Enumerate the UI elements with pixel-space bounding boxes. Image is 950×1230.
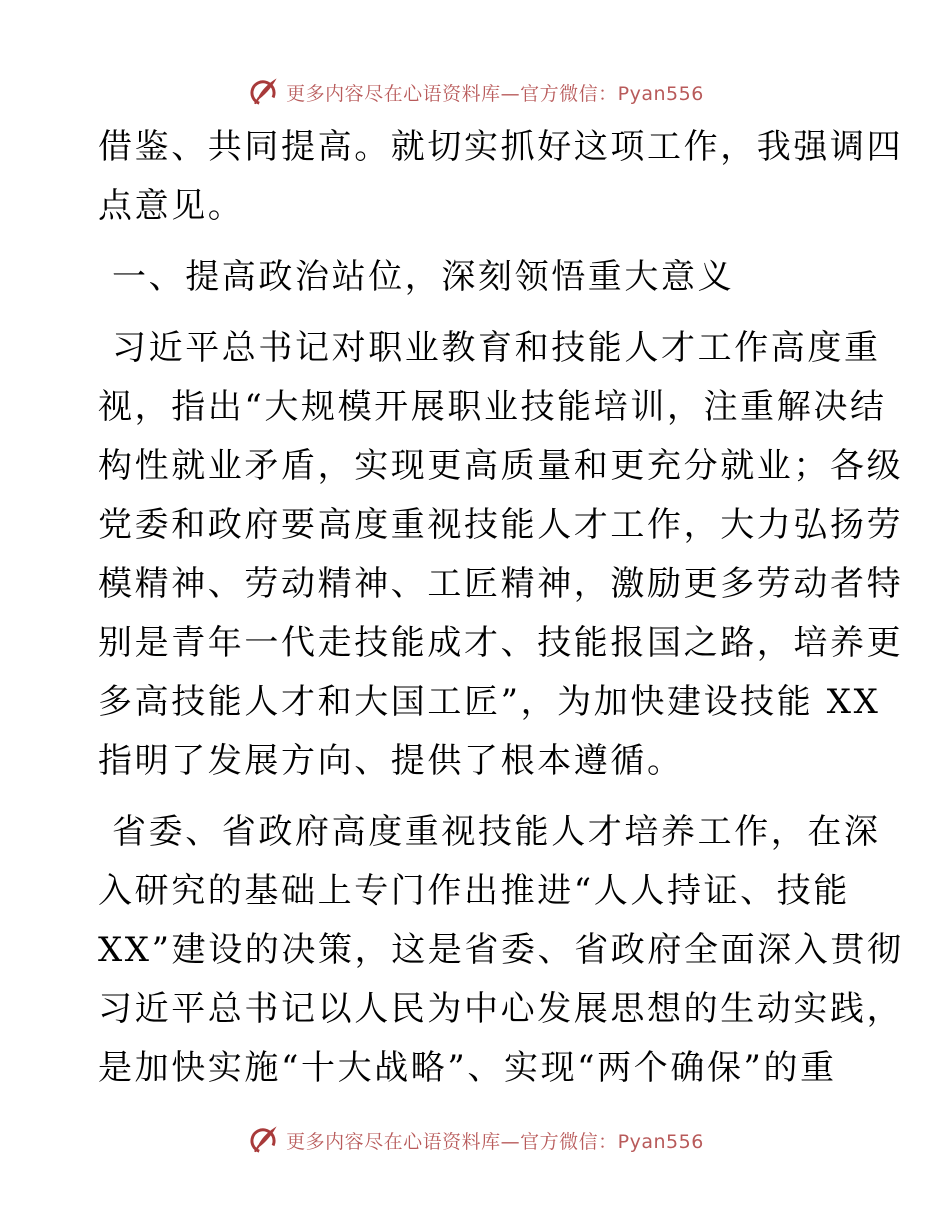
text-line: 习近平总书记对职业教育和技能人才工作高度重 (112, 328, 881, 368)
text-line: 构性就业矛盾，实现更高质量和更充分就业；各级 (98, 446, 904, 486)
paragraph-xi-quote (98, 319, 904, 791)
watermark-text: 更多内容尽在心语资料库—官方微信：Pyan556 (286, 1130, 704, 1153)
text-line: 视，指出“大规模开展职业技能培训，注重解决结 (98, 387, 887, 427)
header-watermark (0, 72, 950, 112)
watermark-text: 更多内容尽在心语资料库—官方微信：Pyan556 (286, 82, 704, 105)
text-line: XX”建设的决策，这是省委、省政府全面深入贯彻 (98, 930, 904, 970)
text-line: 点意见。 (98, 186, 245, 226)
text-line: 多高技能人才和大国工匠”，为加快建设技能 XX (98, 682, 881, 722)
text-line: 省委、省政府高度重视技能人才培养工作，在深 (112, 812, 881, 852)
text-line: 别是青年一代走技能成才、技能报国之路，培养更 (98, 623, 904, 663)
feather-pen-logo-icon (246, 75, 280, 109)
heading-text: 一、提高政治站位，深刻领悟重大意义 (112, 257, 735, 297)
text-line: 习近平总书记以人民为中心发展思想的生动实践， (98, 989, 904, 1029)
text-line: 是加快实施“十大战略”、实现“两个确保”的重 (98, 1048, 837, 1088)
text-line: 借鉴、共同提高。就切实抓好这项工作，我强调四 (98, 127, 904, 167)
feather-pen-logo-icon (246, 1123, 280, 1157)
footer-watermark (0, 1120, 950, 1160)
document-body (98, 118, 904, 1098)
text-line: 党委和政府要高度重视技能人才工作，大力弘扬劳 (98, 505, 904, 545)
text-line: 模精神、劳动精神、工匠精神，激励更多劳动者特 (98, 564, 904, 604)
paragraph-continuation (98, 118, 904, 236)
text-line: 入研究的基础上专门作出推进“人人持证、技能 (98, 871, 850, 911)
text-line: 指明了发展方向、提供了根本遵循。 (98, 741, 684, 781)
paragraph-provincial-decision (98, 803, 904, 1098)
section-heading (98, 248, 850, 307)
